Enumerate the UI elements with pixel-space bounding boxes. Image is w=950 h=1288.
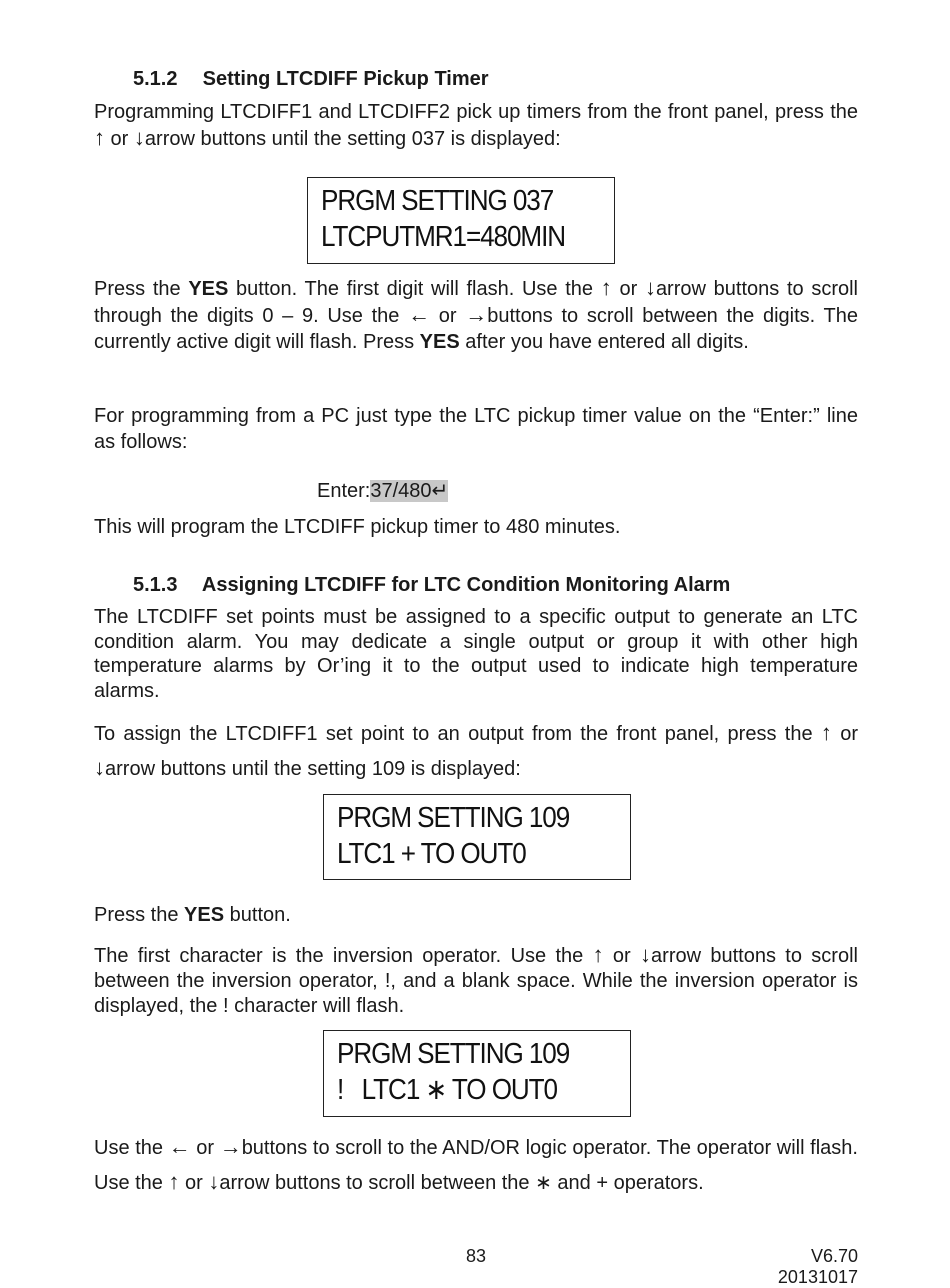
up-arrow-icon: ↑ <box>94 125 105 150</box>
down-arrow-icon: ↓ <box>640 942 652 967</box>
section-513-paragraph-5: Use the ← or →buttons to scroll to the AND/OR logic operator. The operator will flash. Use the ↑ or ↓arrow buttons to scroll between the ∗ and + operators. <box>94 1134 858 1194</box>
yes-button-label: YES <box>184 904 225 926</box>
down-arrow-icon: ↓ <box>94 755 105 780</box>
section-513-heading <box>133 574 730 597</box>
section-513-paragraph-3: Press the YES button. <box>94 904 291 926</box>
lcd-line-1: PRGM SETTING 109 <box>337 1038 570 1070</box>
up-arrow-icon: ↑ <box>600 275 612 300</box>
lcd-line-2: LTC1 + TO OUT0 <box>337 838 526 870</box>
section-512-paragraph-1: Programming LTCDIFF1 and LTCDIFF2 pick up timers from the front panel, press the ↑ or ↓arrow buttons until the setting 037 is displayed: <box>94 101 858 150</box>
section-513-number: 5.1.3 <box>133 574 178 596</box>
version-label: V6.70 20131017 <box>777 1246 858 1287</box>
right-arrow-icon: → <box>219 1134 242 1159</box>
enter-line <box>317 478 448 504</box>
lcd-display-setting-109 <box>323 794 631 880</box>
down-arrow-icon: ↓ <box>133 125 145 150</box>
page-number: 83 <box>466 1246 487 1266</box>
section-513-paragraph-1: The LTCDIFF set points must be assigned to a specific output to generate an LTC condition alarm. You may dedicate a single output or group it with other high temperature alarms by Or’ing it to the output used to indicate high temperature alarms. <box>94 606 858 702</box>
enter-label: Enter: <box>317 480 371 502</box>
down-arrow-icon: ↓ <box>208 1169 220 1194</box>
lcd-line-1: PRGM SETTING 037 <box>321 185 554 217</box>
section-513-title: Assigning LTCDIFF for LTC Condition Monitoring Alarm <box>201 574 731 596</box>
lcd-line-2: ! LTC1 ∗ TO OUT0 <box>337 1074 557 1106</box>
lcd-line-1: PRGM SETTING 109 <box>337 802 570 834</box>
section-513-paragraph-4: The first character is the inversion operator. Use the ↑ or ↓arrow buttons to scroll between the inversion operator, !, and a blank space. While the inversion operator is displayed, the ! character will flash. <box>94 942 858 1017</box>
lcd-display-setting-037 <box>307 177 615 264</box>
lcd-line-2: LTCPUTMR1=480MIN <box>321 221 566 253</box>
section-512-paragraph-3: For programming from a PC just type the LTC pickup timer value on the “Enter:” line as follows: <box>94 405 858 453</box>
section-512-paragraph-4: This will program the LTCDIFF pickup timer to 480 minutes. <box>94 516 621 538</box>
left-arrow-icon: ← <box>408 302 431 327</box>
section-512-title: Setting LTCDIFF Pickup Timer <box>202 68 489 90</box>
up-arrow-icon: ↑ <box>820 720 832 745</box>
section-513-paragraph-2: To assign the LTCDIFF1 set point to an output from the front panel, press the ↑ or ↓arrow buttons until the setting 109 is displayed: <box>94 720 858 780</box>
down-arrow-icon: ↓ <box>644 275 656 300</box>
lcd-display-setting-109-inverted <box>323 1030 631 1117</box>
up-arrow-icon: ↑ <box>168 1169 180 1194</box>
up-arrow-icon: ↑ <box>592 942 604 967</box>
left-arrow-icon: ← <box>168 1134 191 1159</box>
enter-value: 37/480↵ <box>370 480 449 502</box>
enter-return-icon: ↵ <box>431 480 449 502</box>
yes-button-label: YES <box>188 278 229 300</box>
section-512-number: 5.1.2 <box>133 68 178 90</box>
section-512-heading <box>133 68 489 91</box>
section-512-paragraph-2: Press the YES button. The first digit will flash. Use the ↑ or ↓arrow buttons to scroll through the digits 0 – 9. Use the ← or →buttons to scroll between the digits. The currently active digit will flash. Press YES after you have entered all digits. <box>94 275 858 353</box>
yes-button-label: YES <box>419 331 460 353</box>
right-arrow-icon: → <box>465 302 488 327</box>
